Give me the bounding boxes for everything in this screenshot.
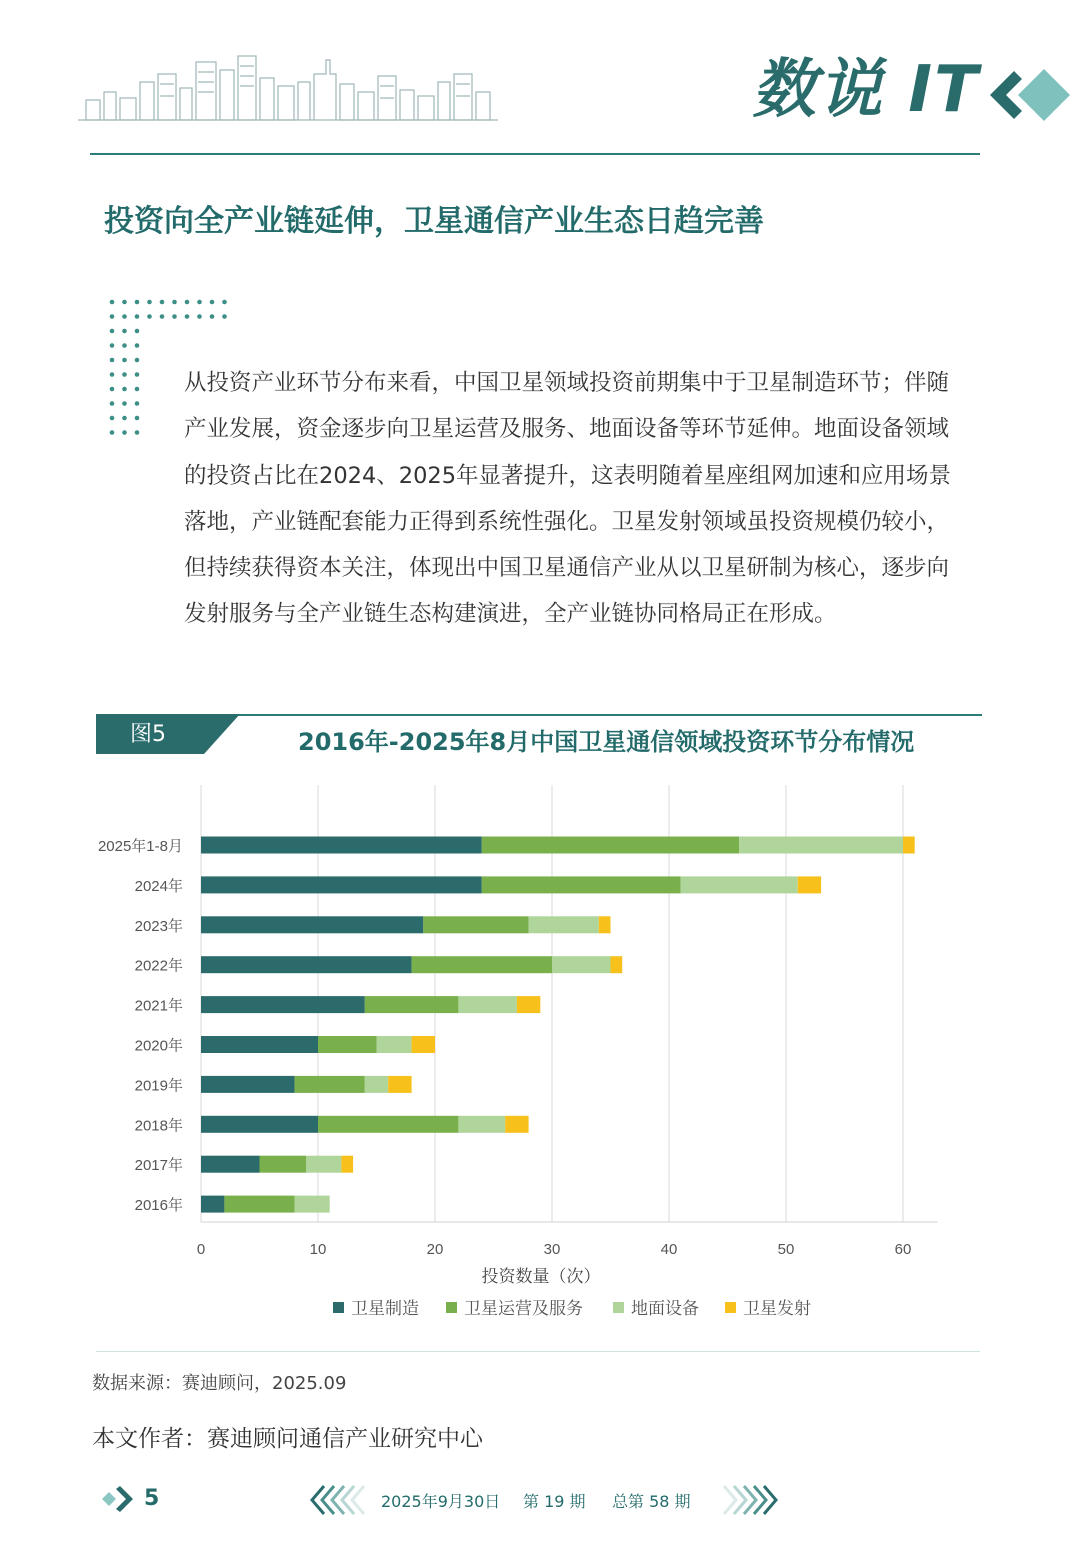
decor-dot [210,300,215,305]
city-skyline-illustration [78,52,498,122]
bar-segment [318,1116,458,1133]
y-tick-label: 2025年1-8月 [97,838,183,855]
decor-dot [197,300,202,305]
decor-dot [135,387,140,392]
header-divider [90,153,980,155]
bar-segment [260,1156,307,1173]
bar-segment [306,1156,341,1173]
bar-segment [365,1076,388,1093]
figure-bottom-divider [96,1351,980,1352]
decor-dot [122,372,127,377]
bar-segment [423,916,528,933]
decor-dot [135,401,140,406]
decor-dot [135,372,140,377]
decor-dot [135,358,140,363]
bar-segment [201,916,423,933]
decor-dot [135,430,140,435]
decor-dot [110,300,115,305]
author-note: 本文作者：赛迪顾问通信产业研究中心 [92,1426,483,1452]
bar-segment [681,876,798,893]
x-tick-label: 0 [196,1241,206,1258]
data-source-note: 数据来源：赛迪顾问，2025.09 [92,1373,347,1394]
bar-segment [458,1116,505,1133]
footer-total-issue: 总第 58 期 [612,1492,691,1511]
section-heading: 投资向全产业链延伸，卫星通信产业生态日趋完善 [104,204,764,239]
decor-dot [135,329,140,334]
x-tick-label: 20 [426,1241,444,1258]
bar-segment [388,1076,411,1093]
x-tick-label: 30 [543,1241,561,1258]
y-tick-label: 2024年 [134,877,183,895]
decor-dot [160,314,165,319]
x-axis-label: 投资数量（次） [481,1267,601,1286]
footer-date: 2025年9月30日 [381,1492,501,1511]
page-marker-icon [102,1486,138,1512]
body-paragraph: 从投资产业环节分布来看，中国卫星领域投资前期集中于卫星制造环节；伴随产业发展，资金逐步向卫星运营及服务、地面设备等环节延伸。地面设备领域的投资占比在2024、2025年显著提升，这表明随着星座组网加速和应用场景落地，产业链配套能力正得到系统性强化。卫星发射领域虽投资规模仍较小，但持续获得资本关注，体现出中国卫星通信产业从以卫星研制为核心，逐步向发射服务与全产业链生态构建演进，全产业链协同格局正在形成。 [184,370,952,628]
bar-segment [482,837,739,854]
bar-segment [517,996,540,1013]
bar-segment [295,1076,365,1093]
decor-dot [122,358,127,363]
decor-dot [122,401,127,406]
bar-segment [224,1196,294,1213]
decor-dot [135,343,140,348]
decor-dot [110,358,115,363]
y-tick-label: 2017年 [134,1157,183,1175]
bar-segment [341,1156,353,1173]
legend-swatch [613,1302,624,1313]
bar-segment [295,1196,330,1213]
decor-dot [110,416,115,421]
bar-segment [412,1036,435,1053]
decor-dot [197,314,202,319]
decor-dot [122,387,127,392]
bar-segment [201,996,365,1013]
legend-label: 地面设备 [631,1299,699,1318]
y-tick-label: 2022年 [134,957,183,975]
decor-dot [222,314,227,319]
bar-segment [201,956,412,973]
bar-segment [377,1036,412,1053]
bar-segment [365,996,459,1013]
bar-segment [798,876,821,893]
bar-segment [201,876,482,893]
legend-label: 卫星制造 [351,1299,419,1318]
bar-segment [611,956,623,973]
decor-dot [110,343,115,348]
bar-segment [458,996,517,1013]
decor-dot [172,300,177,305]
decor-dot [122,314,127,319]
x-tick-label: 10 [309,1241,327,1258]
bar-segment [505,1116,528,1133]
decor-dot [185,300,190,305]
decor-dot [135,416,140,421]
decor-dot [122,300,127,305]
decor-dot [147,314,152,319]
decor-dot [110,372,115,377]
figure-title: 2016年-2025年8月中国卫星通信领域投资环节分布情况 [298,728,915,756]
brand-diamond-icon [990,66,1074,124]
decor-dot [110,314,115,319]
decor-dot [210,314,215,319]
bar-segment [412,956,552,973]
bar-segment [903,837,915,854]
page-number: 5 [144,1486,160,1511]
bar-segment [482,876,681,893]
investment-stacked-bar-chart [80,780,980,1340]
y-tick-label: 2023年 [134,917,183,935]
bar-segment [599,916,611,933]
x-tick-label: 60 [894,1241,912,1258]
decor-dot [122,329,127,334]
x-tick-label: 50 [777,1241,795,1258]
bar-segment [201,1156,260,1173]
legend-label: 卫星运营及服务 [464,1299,583,1318]
brand-title: 数说 IT [752,53,980,127]
chevrons-left-icon [310,1484,366,1516]
legend-swatch [446,1302,457,1313]
bar-segment [201,1196,224,1213]
decor-dot [160,300,165,305]
x-tick-label: 40 [660,1241,678,1258]
figure-tag-label: 图5 [130,722,166,747]
bar-segment [739,837,903,854]
decor-dot [135,314,140,319]
decor-dot [110,387,115,392]
footer-issue: 第 19 期 [523,1492,586,1511]
bar-segment [201,1116,318,1133]
y-tick-label: 2018年 [134,1117,183,1135]
chevrons-right-icon [722,1484,778,1516]
decor-dot [122,416,127,421]
legend-swatch [725,1302,736,1313]
decor-dot [110,430,115,435]
bar-segment [201,1036,318,1053]
y-tick-label: 2021年 [134,997,183,1015]
bar-segment [201,837,482,854]
bar-segment [318,1036,377,1053]
decor-dot [122,430,127,435]
bar-segment [552,956,611,973]
y-tick-label: 2019年 [134,1077,183,1095]
decor-dot [122,343,127,348]
decor-dot [185,314,190,319]
y-tick-label: 2020年 [134,1037,183,1055]
y-tick-label: 2016年 [134,1197,183,1215]
legend-swatch [333,1302,344,1313]
decor-dot [222,300,227,305]
bar-segment [201,1076,295,1093]
bar-segment [529,916,599,933]
decor-dot [110,329,115,334]
decor-dot [135,300,140,305]
decor-dot [110,401,115,406]
legend-label: 卫星发射 [743,1299,811,1318]
decor-dot [172,314,177,319]
figure-tag-background [96,714,246,754]
decor-dot [147,300,152,305]
